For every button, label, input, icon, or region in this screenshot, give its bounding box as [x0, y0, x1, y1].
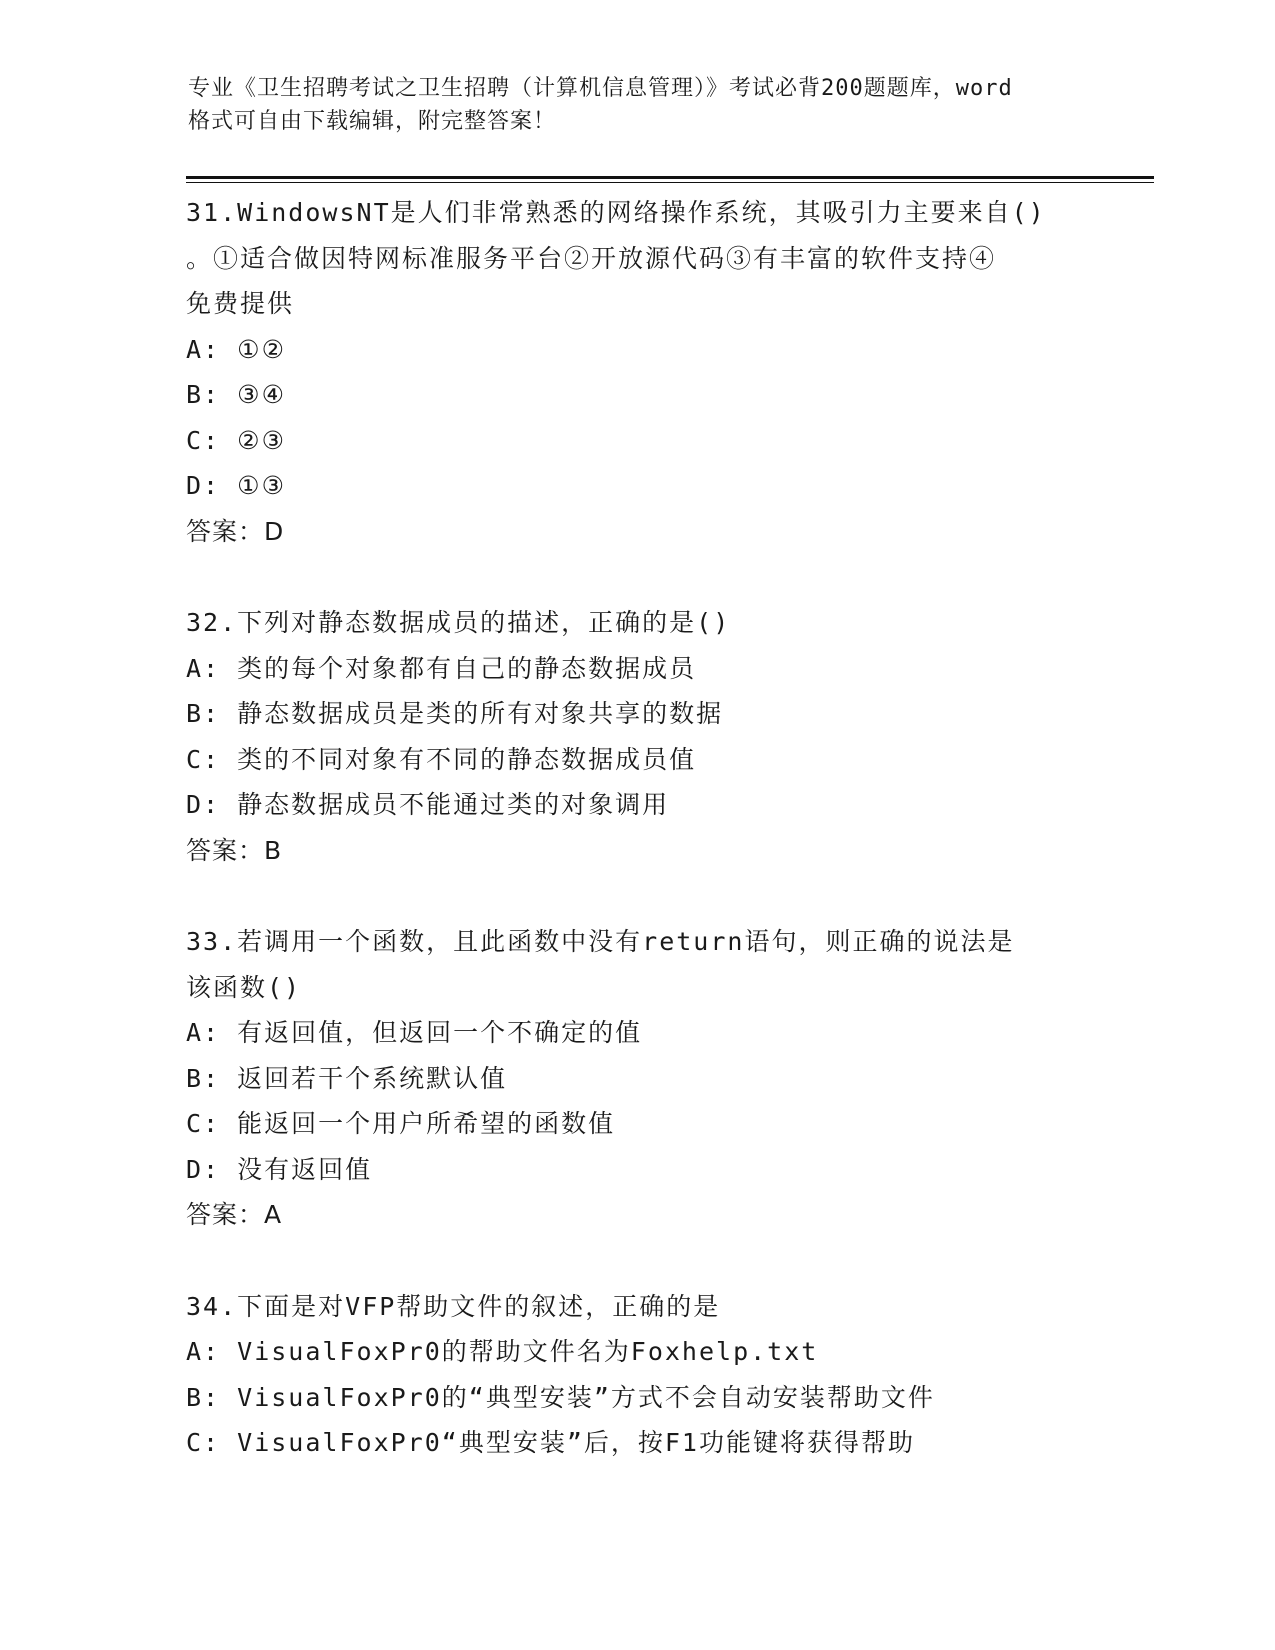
answer-line: 答案：B	[186, 835, 283, 865]
document-header	[188, 72, 1088, 138]
answer-line: 答案：A	[186, 1200, 283, 1229]
option-c: C: ②③	[186, 425, 286, 455]
option-d: D: 静态数据成员不能通过类的对象调用	[186, 790, 670, 819]
header-line-2: 格式可自由下载编辑，附完整答案！	[188, 109, 557, 134]
option-a: A: 有返回值，但返回一个不确定的值	[186, 1018, 643, 1047]
question-stem-line: 31.WindowsNT是人们非常熟悉的网络操作系统，其吸引力主要来自()	[186, 198, 1046, 227]
question-stem-line: 免费提供	[186, 289, 295, 318]
question-stem-line: 该函数()	[186, 972, 302, 1002]
option-b: B: 返回若干个系统默认值	[186, 1063, 508, 1093]
option-a: A: ①②	[186, 334, 286, 364]
header-divider-thick	[186, 176, 1154, 179]
question-31	[186, 190, 1086, 554]
option-b: B: VisualFoxPr0的“典型安装”方式不会自动安装帮助文件	[186, 1382, 935, 1412]
question-32	[186, 600, 1086, 873]
answer-line: 答案：D	[186, 516, 285, 546]
question-stem-line: 。①适合做因特网标准服务平台②开放源代码③有丰富的软件支持④	[186, 243, 997, 273]
header-divider-thin	[186, 182, 1154, 183]
option-b: B: ③④	[186, 380, 286, 409]
option-d: D: ①③	[186, 471, 286, 500]
question-33	[186, 919, 1086, 1238]
question-stem-line: 32.下列对静态数据成员的描述，正确的是()	[186, 608, 731, 637]
option-a: A: VisualFoxPr0的帮助文件名为Foxhelp.txt	[186, 1337, 819, 1366]
option-a: A: 类的每个对象都有自己的静态数据成员	[186, 653, 697, 683]
option-c: C: 能返回一个用户所希望的函数值	[186, 1109, 616, 1138]
question-stem-line: 33.若调用一个函数，且此函数中没有return语句，则正确的说法是	[186, 927, 1015, 956]
option-c: C: 类的不同对象有不同的静态数据成员值	[186, 744, 697, 774]
option-c: C: VisualFoxPr0“典型安装”后，按F1功能键将获得帮助	[186, 1428, 915, 1457]
option-b: B: 静态数据成员是类的所有对象共享的数据	[186, 699, 724, 728]
question-stem-line: 34.下面是对VFP帮助文件的叙述，正确的是	[186, 1291, 721, 1321]
header-line-1: 专业《卫生招聘考试之卫生招聘（计算机信息管理）》考试必背200题题库，word	[188, 76, 1013, 101]
option-d: D: 没有返回值	[186, 1154, 373, 1184]
question-list	[186, 190, 1086, 1512]
question-34	[186, 1284, 1086, 1466]
